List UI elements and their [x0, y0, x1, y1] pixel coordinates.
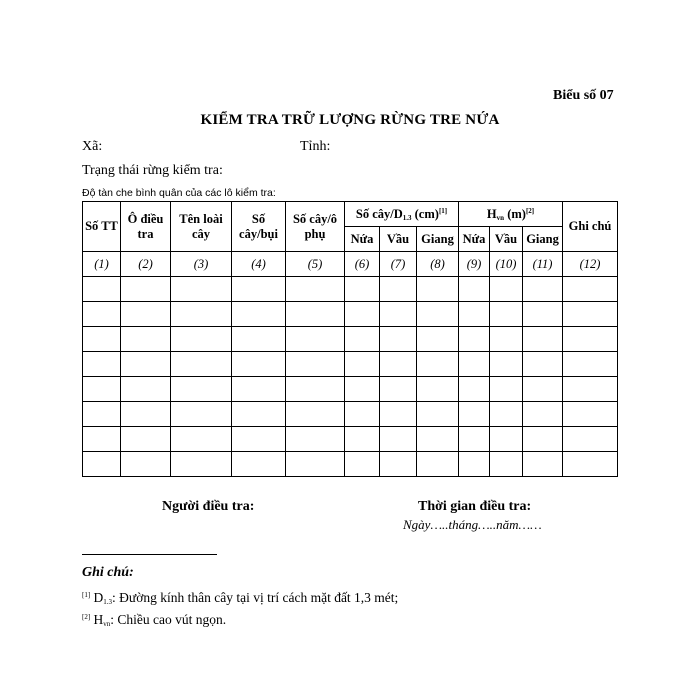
table-row [83, 427, 618, 452]
table-cell [121, 327, 171, 352]
table-cell [345, 327, 380, 352]
table-cell [380, 302, 417, 327]
table-cell [490, 277, 523, 302]
table-cell [490, 427, 523, 452]
table-cell [171, 302, 232, 327]
table-cell [345, 352, 380, 377]
table-cell [459, 427, 490, 452]
column-number: (6) [345, 252, 380, 277]
table-cell [459, 377, 490, 402]
header-so-cay-o-phu: Số cây/ô phụ [286, 202, 345, 252]
header-h-giang: Giang [523, 227, 563, 252]
table-cell [523, 452, 563, 477]
table-cell [345, 277, 380, 302]
table-cell [563, 327, 618, 352]
inventory-table [82, 201, 618, 477]
table-cell [83, 402, 121, 427]
table-cell [232, 327, 286, 352]
footnote-2: [2] $H_{vn}$: Chiều cao vút ngọn. [82, 612, 227, 628]
table-cell [523, 377, 563, 402]
table-cell [490, 327, 523, 352]
table-cell [83, 327, 121, 352]
table-cell [563, 277, 618, 302]
column-number-row [83, 252, 618, 277]
table-cell [121, 377, 171, 402]
table-cell [171, 452, 232, 477]
table-cell [232, 402, 286, 427]
header-so-tt: Số TT [83, 202, 121, 252]
header-so-cay-d13: Số cây/$D_{1.3}$ (cm)[1] [345, 202, 459, 227]
forest-status-label: Trạng thái rừng kiểm tra: [82, 163, 223, 178]
table-cell [286, 402, 345, 427]
table-cell [380, 327, 417, 352]
column-number: (2) [121, 252, 171, 277]
table-cell [171, 327, 232, 352]
commune-label: Xã: [82, 139, 103, 154]
table-cell [171, 277, 232, 302]
table-cell [459, 327, 490, 352]
table-cell [459, 452, 490, 477]
table-cell [523, 352, 563, 377]
header-so-cay-bui: Số cây/bụi [232, 202, 286, 252]
table-cell [171, 377, 232, 402]
table-cell [563, 352, 618, 377]
table-cell [563, 402, 618, 427]
form-number: Biểu số 07 [553, 88, 614, 103]
survey-time-label: Thời gian điều tra: [418, 499, 532, 514]
header-d-vau: Vầu [380, 227, 417, 252]
page-title: KIỂM TRA TRỮ LƯỢNG RỪNG TRE NỨA [200, 112, 500, 128]
header-h-nua: Nứa [459, 227, 490, 252]
table-cell [490, 352, 523, 377]
table-cell [83, 377, 121, 402]
column-number: (12) [563, 252, 618, 277]
table-cell [286, 352, 345, 377]
table-cell [232, 427, 286, 452]
table-cell [121, 352, 171, 377]
table-cell [459, 352, 490, 377]
footnote-1: [1] $D_{1.3}$: Đường kính thân cây tại vị trí cách mặt đất 1,3 mét; [82, 590, 399, 606]
table-cell [171, 402, 232, 427]
canopy-cover-label: Độ tàn che bình quân của các lô kiểm tra: [82, 187, 276, 199]
table-cell [380, 352, 417, 377]
table-cell [345, 377, 380, 402]
table-cell [563, 427, 618, 452]
column-number: (9) [459, 252, 490, 277]
table-cell [345, 427, 380, 452]
table-cell [286, 277, 345, 302]
table-cell [563, 302, 618, 327]
table-cell [286, 377, 345, 402]
table-cell [345, 452, 380, 477]
table-cell [345, 302, 380, 327]
table-cell [83, 302, 121, 327]
table-row [83, 327, 618, 352]
column-number: (11) [523, 252, 563, 277]
table-cell [380, 277, 417, 302]
header-ghi-chu: Ghi chú [563, 202, 618, 252]
table-cell [232, 302, 286, 327]
column-number: (10) [490, 252, 523, 277]
table-cell [417, 302, 459, 327]
table-cell [286, 452, 345, 477]
header-h-vau: Vầu [490, 227, 523, 252]
footnote-divider [82, 554, 217, 555]
table-cell [83, 277, 121, 302]
table-cell [417, 352, 459, 377]
table-cell [121, 452, 171, 477]
table-row [83, 452, 618, 477]
column-number: (8) [417, 252, 459, 277]
table-cell [83, 427, 121, 452]
table-row [83, 377, 618, 402]
table-cell [563, 377, 618, 402]
table-cell [417, 452, 459, 477]
header-ten-loai-cay: Tên loài cây [171, 202, 232, 252]
table-cell [83, 452, 121, 477]
header-d-giang: Giang [417, 227, 459, 252]
table-cell [232, 352, 286, 377]
table-row [83, 277, 618, 302]
table-cell [286, 327, 345, 352]
header-d-nua: Nứa [345, 227, 380, 252]
table-cell [121, 277, 171, 302]
table-cell [121, 302, 171, 327]
table-cell [380, 377, 417, 402]
table-cell [171, 352, 232, 377]
table-row [83, 402, 618, 427]
table-cell [121, 402, 171, 427]
column-number: (4) [232, 252, 286, 277]
table-cell [523, 302, 563, 327]
table-cell [523, 402, 563, 427]
column-number: (3) [171, 252, 232, 277]
table-cell [171, 427, 232, 452]
province-label: Tỉnh: [300, 139, 331, 154]
table-row [83, 302, 618, 327]
table-cell [563, 452, 618, 477]
column-number: (5) [286, 252, 345, 277]
table-cell [417, 327, 459, 352]
table-cell [459, 402, 490, 427]
table-cell [417, 377, 459, 402]
table-cell [459, 302, 490, 327]
column-number: (1) [83, 252, 121, 277]
table-cell [380, 402, 417, 427]
table-cell [490, 452, 523, 477]
table-cell [380, 427, 417, 452]
investigator-label: Người điều tra: [162, 499, 255, 514]
survey-date-line: Ngày…..tháng…..năm…… [403, 517, 542, 532]
table-cell [417, 427, 459, 452]
table-cell [417, 277, 459, 302]
table-cell [523, 327, 563, 352]
table-cell [380, 452, 417, 477]
table-cell [286, 302, 345, 327]
table-cell [417, 402, 459, 427]
table-cell [345, 402, 380, 427]
table-cell [83, 352, 121, 377]
column-number: (7) [380, 252, 417, 277]
table-cell [490, 402, 523, 427]
header-o-dieu-tra: Ô điều tra [121, 202, 171, 252]
header-hvn: $H_{vn}$ (m)[2] [459, 202, 563, 227]
table-cell [232, 377, 286, 402]
table-cell [232, 452, 286, 477]
notes-title: Ghi chú: [82, 565, 134, 580]
table-cell [523, 427, 563, 452]
table-cell [232, 277, 286, 302]
table-cell [490, 302, 523, 327]
table-cell [459, 277, 490, 302]
table-cell [523, 277, 563, 302]
table-row [83, 352, 618, 377]
table-cell [490, 377, 523, 402]
table-cell [121, 427, 171, 452]
table-cell [286, 427, 345, 452]
